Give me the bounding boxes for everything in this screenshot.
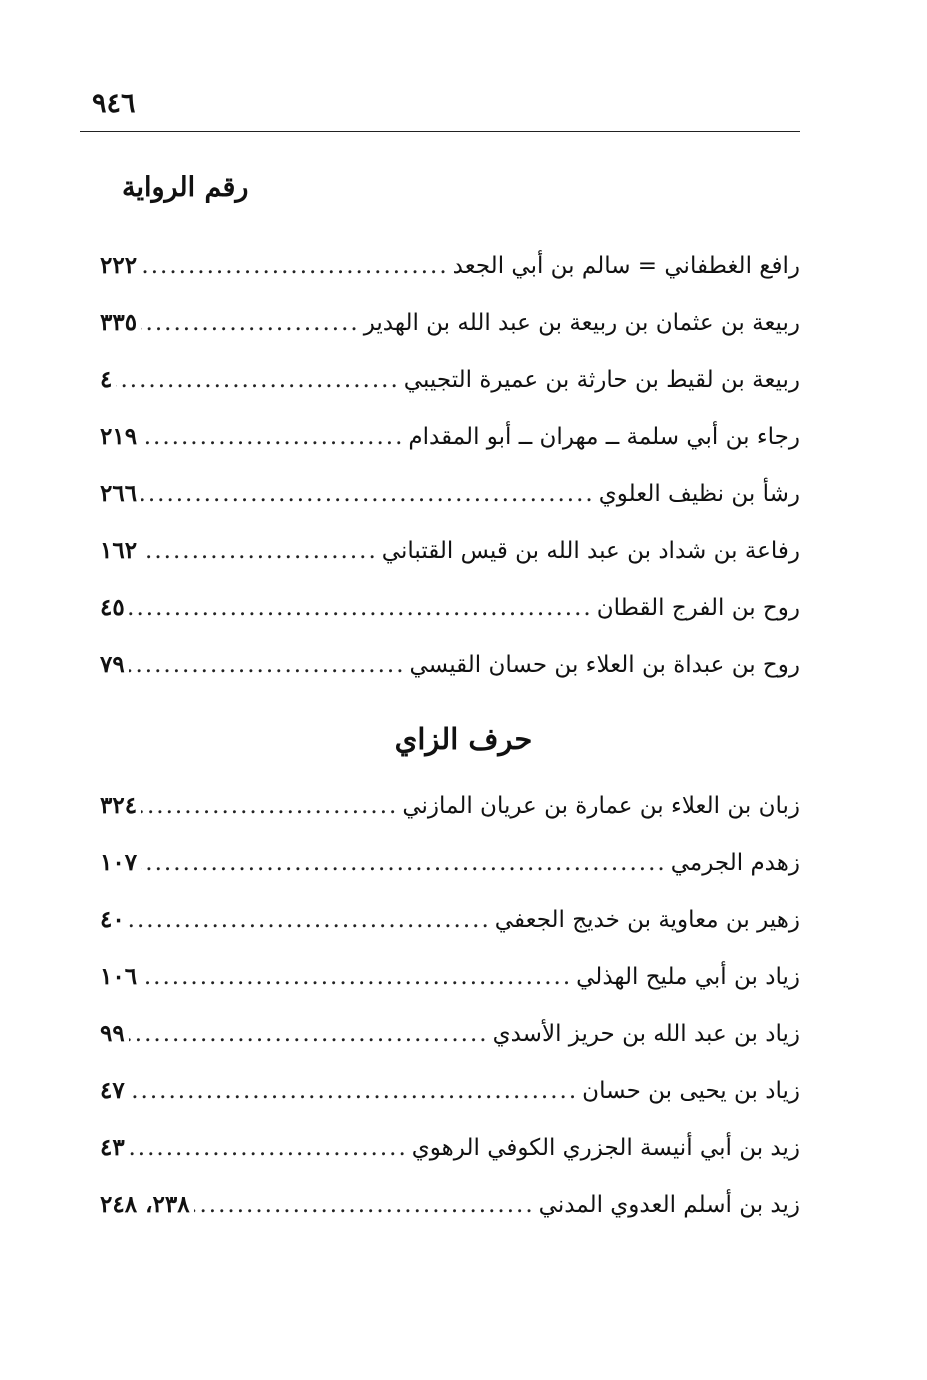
index-entry xyxy=(100,537,800,577)
index-entry xyxy=(100,651,800,691)
index-entry xyxy=(100,1020,800,1060)
entry-ref: ٧٩ xyxy=(100,651,125,678)
dot-leader xyxy=(141,793,398,819)
page-number: ٩٤٦ xyxy=(92,88,136,119)
dot-leader xyxy=(141,481,595,507)
entry-name: زبان بن العلاء بن عمارة بن عريان المازني xyxy=(402,793,800,819)
dot-leader xyxy=(141,850,667,876)
section-heading-zay: حرف الزاي xyxy=(394,722,533,756)
entry-ref: ٤٧ xyxy=(100,1077,125,1104)
entry-name: رشأ بن نظيف العلوي xyxy=(598,481,800,507)
entry-name: رجاء بن أبي سلمة ــ مهران ــ أبو المقدام xyxy=(408,424,800,450)
dot-leader xyxy=(141,964,572,990)
index-entry xyxy=(100,792,800,832)
entry-ref: ٢١٩ xyxy=(100,423,138,450)
dot-leader xyxy=(129,1078,578,1104)
index-entry xyxy=(100,594,800,634)
index-entry xyxy=(100,849,800,889)
entry-ref: ١٠٦ xyxy=(100,963,138,990)
entry-name: رافع الغطفاني = سالم بن أبي الجعد xyxy=(452,253,800,279)
index-entry xyxy=(100,963,800,1003)
index-entry xyxy=(100,423,800,463)
entry-ref: ٣٣٥ xyxy=(100,309,138,336)
entry-name: رفاعة بن شداد بن عبد الله بن قيس القتباني xyxy=(381,538,800,564)
entry-ref: ٢٣٨، ٢٤٨ xyxy=(100,1191,190,1218)
entry-name: روح بن الفرج القطان xyxy=(596,595,800,621)
dot-leader xyxy=(141,253,449,279)
dot-leader xyxy=(129,1135,408,1161)
entry-ref: ٣٢٤ xyxy=(100,792,138,819)
dot-leader xyxy=(141,424,404,450)
index-entry xyxy=(100,1077,800,1117)
entry-ref: ٢٦٦ xyxy=(100,480,138,507)
index-entry xyxy=(100,309,800,349)
entry-ref: ٤٥ xyxy=(100,594,125,621)
entry-name: روح بن عبداة بن العلاء بن حسان القيسي xyxy=(409,652,800,678)
column-heading: رقم الرواية xyxy=(122,172,249,203)
dot-leader xyxy=(129,1021,489,1047)
entry-name: زياد بن أبي مليح الهذلي xyxy=(576,964,800,990)
dot-leader xyxy=(141,310,360,336)
dot-leader xyxy=(116,367,399,393)
entry-name: زياد بن يحيى بن حسان xyxy=(582,1078,800,1104)
index-entry xyxy=(100,480,800,520)
entry-ref: ١٦٢ xyxy=(100,537,138,564)
entry-ref: ٢٢٢ xyxy=(100,252,138,279)
entry-name: زهير بن معاوية بن خديج الجعفي xyxy=(494,907,800,933)
entry-ref: ٤ xyxy=(100,366,113,393)
entry-name: زيد بن أسلم العدوي المدني xyxy=(538,1192,800,1218)
dot-leader xyxy=(129,652,406,678)
dot-leader xyxy=(129,595,593,621)
index-entry xyxy=(100,366,800,406)
header-rule xyxy=(80,131,800,132)
entry-name: زهدم الجرمي xyxy=(670,850,800,876)
dot-leader xyxy=(141,538,378,564)
index-entry xyxy=(100,1191,800,1231)
entry-ref: ٤٠ xyxy=(100,906,125,933)
entry-name: زيد بن أبي أنيسة الجزري الكوفي الرهوي xyxy=(411,1135,800,1161)
entry-ref: ٩٩ xyxy=(100,1020,125,1047)
index-entry xyxy=(100,1134,800,1174)
dot-leader xyxy=(129,907,491,933)
entry-ref: ١٠٧ xyxy=(100,849,138,876)
entry-name: زياد بن عبد الله بن حريز الأسدي xyxy=(492,1021,800,1047)
index-entry xyxy=(100,252,800,292)
entry-name: ربيعة بن لقيط بن حارثة بن عميرة التجيبي xyxy=(403,367,800,393)
index-entry xyxy=(100,906,800,946)
entry-name: ربيعة بن عثمان بن ربيعة بن عبد الله بن الهدير xyxy=(363,310,800,336)
dot-leader xyxy=(194,1192,535,1218)
entry-ref: ٤٣ xyxy=(100,1134,125,1161)
